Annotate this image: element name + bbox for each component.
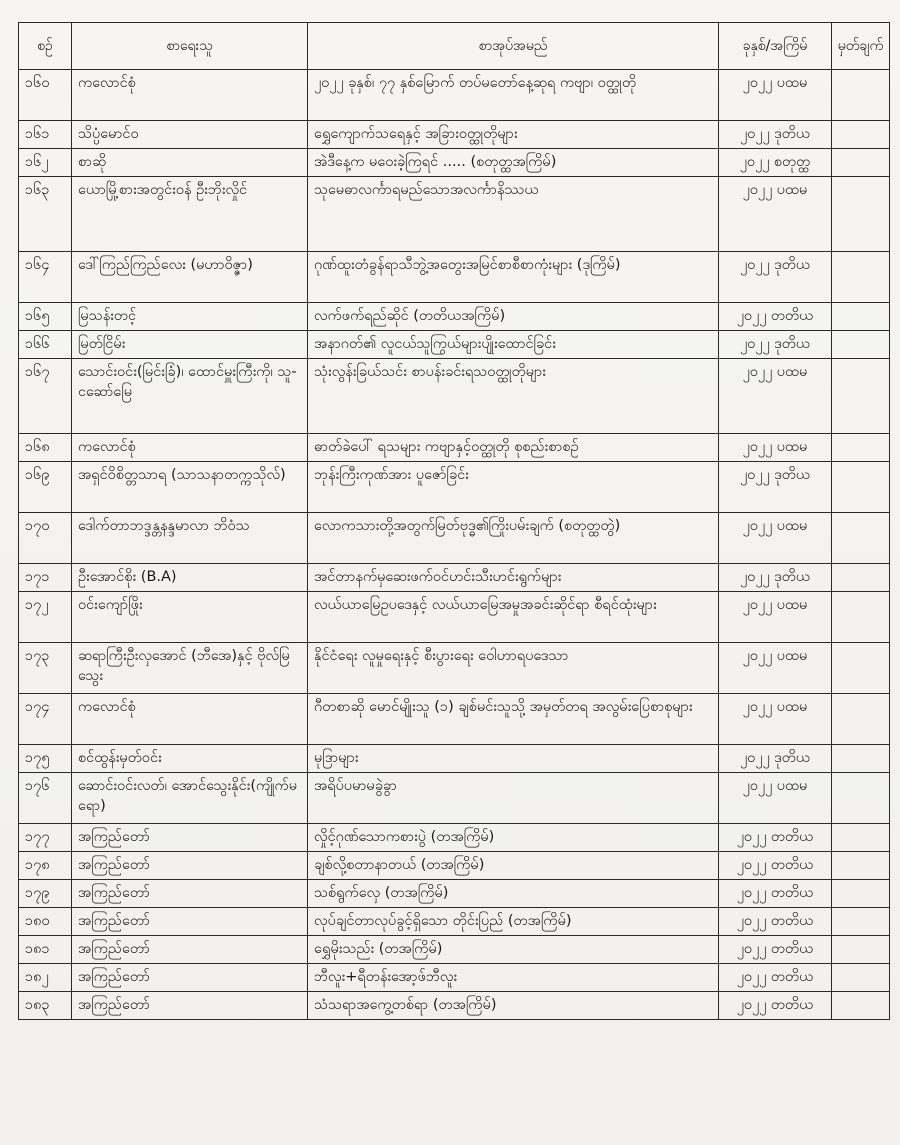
row-title: လှိုင့်ဂုဏ်သောကစားပွဲ (တအကြိမ်) bbox=[308, 824, 719, 852]
row-remark bbox=[832, 992, 890, 1020]
row-number: ၁၆၉ bbox=[19, 462, 72, 513]
row-edition: ၂၀၂၂ ပထမ bbox=[719, 513, 832, 564]
table-row bbox=[19, 964, 890, 992]
table-row bbox=[19, 252, 890, 303]
row-author: ယောမြို့စားအတွင်းဝန် ဦးဘိုးလှိုင် bbox=[72, 177, 308, 252]
row-remark bbox=[832, 773, 890, 824]
row-edition: ၂၀၂၂ ဒုတိယ bbox=[719, 252, 832, 303]
row-author: ဦးအောင်စိုး (B.A) bbox=[72, 564, 308, 592]
row-remark bbox=[832, 149, 890, 177]
table-row bbox=[19, 643, 890, 694]
row-author: ဆောင်းဝင်းလတ်၊ အောင်သွေးနိုင်း(ကျိုက်မရော) bbox=[72, 773, 308, 824]
row-number: ၁၇၅ bbox=[19, 745, 72, 773]
row-title: ချစ်လို့စတာနာတယ် (တအကြိမ်) bbox=[308, 852, 719, 880]
row-title: ဘုန်းကြီးကုဏ်အား ပူဇော်ခြင်း bbox=[308, 462, 719, 513]
table-row bbox=[19, 121, 890, 149]
table-row bbox=[19, 880, 890, 908]
row-edition: ၂၀၂၂ ဒုတိယ bbox=[719, 121, 832, 149]
row-edition: ၂၀၂၂ ဒုတိယ bbox=[719, 331, 832, 359]
table-row bbox=[19, 824, 890, 852]
row-remark bbox=[832, 303, 890, 331]
row-remark bbox=[832, 331, 890, 359]
row-number: ၁၈၃ bbox=[19, 992, 72, 1020]
row-author: အကြည်တော် bbox=[72, 852, 308, 880]
row-remark bbox=[832, 564, 890, 592]
row-number: ၁၆၂ bbox=[19, 149, 72, 177]
row-title: အဲဒီနေ့က မဝေးခဲ့ကြရင် ..... (စတုတ္ထအကြိမ်) bbox=[308, 149, 719, 177]
row-number: ၁၆၁ bbox=[19, 121, 72, 149]
row-remark bbox=[832, 880, 890, 908]
row-remark bbox=[832, 936, 890, 964]
row-title: ဘီလူး+ရီတန်းအော့ဖ်ဘီလူး bbox=[308, 964, 719, 992]
row-number: ၁၆၄ bbox=[19, 252, 72, 303]
row-number: ၁၇၃ bbox=[19, 643, 72, 694]
row-author: အရှင်ဝိစိတ္တသာရ (သာသနာတက္ကသိုလ်) bbox=[72, 462, 308, 513]
row-author: ကလောင်စုံ bbox=[72, 70, 308, 121]
row-title: ဂုဏ်ထူးတံခွန်ရာသီဘွဲ့အတွေးအမြင်စာစီစာကုံးများ (ဒုကြိမ်) bbox=[308, 252, 719, 303]
table-row bbox=[19, 434, 890, 462]
row-number: ၁၆၅ bbox=[19, 303, 72, 331]
row-edition: ၂၀၂၂ ပထမ bbox=[719, 773, 832, 824]
row-number: ၁၇၁ bbox=[19, 564, 72, 592]
row-edition: ၂၀၂၂ တတိယ bbox=[719, 880, 832, 908]
row-number: ၁၇၆ bbox=[19, 773, 72, 824]
row-edition: ၂၀၂၂ ဒုတိယ bbox=[719, 564, 832, 592]
row-edition: ၂၀၂၂ စတုတ္ထ bbox=[719, 149, 832, 177]
row-title: လက်ဖက်ရည်ဆိုင် (တတိယအကြိမ်) bbox=[308, 303, 719, 331]
row-edition: ၂၀၂၂ ဒုတိယ bbox=[719, 745, 832, 773]
row-author: ကလောင်စုံ bbox=[72, 434, 308, 462]
header-author: စာရေးသူ bbox=[72, 23, 308, 70]
row-title: ဓာတ်ခဲပေါ် ရသများ ကဗျာနှင့်ဝတ္ထုတို စုစည်းစာစဉ် bbox=[308, 434, 719, 462]
row-remark bbox=[832, 177, 890, 252]
header-edition: ခုနှစ်/အကြိမ် bbox=[719, 23, 832, 70]
table-row bbox=[19, 359, 890, 434]
header-no: စဉ် bbox=[19, 23, 72, 70]
row-remark bbox=[832, 745, 890, 773]
table-row bbox=[19, 149, 890, 177]
row-remark bbox=[832, 964, 890, 992]
row-number: ၁၇၉ bbox=[19, 880, 72, 908]
row-remark bbox=[832, 252, 890, 303]
row-edition: ၂၀၂၂ တတိယ bbox=[719, 992, 832, 1020]
row-number: ၁၆၀ bbox=[19, 70, 72, 121]
table-row bbox=[19, 592, 890, 643]
table-row bbox=[19, 694, 890, 745]
row-author: ဝင်းကျော်ဖြိုး bbox=[72, 592, 308, 643]
row-author: အကြည်တော် bbox=[72, 964, 308, 992]
row-title: မုဒြာများ bbox=[308, 745, 719, 773]
row-number: ၁၈၂ bbox=[19, 964, 72, 992]
row-number: ၁၆၈ bbox=[19, 434, 72, 462]
row-author: သောင်းဝင်း(မြင်းခြံ)၊ ထောင်မှူးကြီးကို၊ သူ-ငဆော်မြေ bbox=[72, 359, 308, 434]
row-remark bbox=[832, 852, 890, 880]
row-author: အကြည်တော် bbox=[72, 992, 308, 1020]
row-remark bbox=[832, 694, 890, 745]
row-author: ကလောင်စုံ bbox=[72, 694, 308, 745]
row-edition: ၂၀၂၂ ပထမ bbox=[719, 592, 832, 643]
row-number: ၁၇၇ bbox=[19, 824, 72, 852]
row-edition: ၂၀၂၂ ပထမ bbox=[719, 177, 832, 252]
row-number: ၁၇၀ bbox=[19, 513, 72, 564]
table-row bbox=[19, 773, 890, 824]
table-row bbox=[19, 852, 890, 880]
row-edition: ၂၀၂၂ တတိယ bbox=[719, 303, 832, 331]
row-edition: ၂၀၂၂ တတိယ bbox=[719, 936, 832, 964]
row-title: သစ်ရွက်လှေ (တအကြိမ်) bbox=[308, 880, 719, 908]
row-author: မြသန်းတင့် bbox=[72, 303, 308, 331]
row-edition: ၂၀၂၂ ပထမ bbox=[719, 359, 832, 434]
header-title: စာအုပ်အမည် bbox=[308, 23, 719, 70]
header-remark: မှတ်ချက် bbox=[832, 23, 890, 70]
row-author: အကြည်တော် bbox=[72, 824, 308, 852]
table-row bbox=[19, 745, 890, 773]
table-row bbox=[19, 303, 890, 331]
row-edition: ၂၀၂၂ ပထမ bbox=[719, 694, 832, 745]
row-author: သိပ္ပံမောင်ဝ bbox=[72, 121, 308, 149]
row-title: လယ်ယာမြေဥပဒေနှင့် လယ်ယာမြေအမှုအခင်းဆိုင်ရာ စီရင်ထုံးများ bbox=[308, 592, 719, 643]
row-author: ဒေါက်တာဘဒ္ဒန္တနန္ဒမာလာ ဘိဝံသ bbox=[72, 513, 308, 564]
row-remark bbox=[832, 70, 890, 121]
row-title: ရွှေကျောက်သရေနှင့် အခြားဝတ္ထုတိုများ bbox=[308, 121, 719, 149]
row-edition: ၂၀၂၂ တတိယ bbox=[719, 852, 832, 880]
row-remark bbox=[832, 513, 890, 564]
table-row bbox=[19, 462, 890, 513]
row-title: သုံးလွန်းခြယ်သင်း စာပန်းခင်းရသဝတ္ထုတိုများ bbox=[308, 359, 719, 434]
row-author: စင်ထွန်းမှတ်ဝင်း bbox=[72, 745, 308, 773]
row-remark bbox=[832, 359, 890, 434]
row-title: ရွှေမိုးသည်း (တအကြိမ်) bbox=[308, 936, 719, 964]
row-edition: ၂၀၂၂ တတိယ bbox=[719, 824, 832, 852]
row-number: ၁၇၂ bbox=[19, 592, 72, 643]
row-author: ဆရာကြီးဦးလှအောင် (ဘီအေ)နှင့် ဗိုလ်မြသွေး bbox=[72, 643, 308, 694]
row-title: အနာဂတ်၏ လူငယ်သူကြွယ်များပျိုးထောင်ခြင်း bbox=[308, 331, 719, 359]
row-number: ၁၈၁ bbox=[19, 936, 72, 964]
row-number: ၁၇၄ bbox=[19, 694, 72, 745]
row-title: လုပ်ချင်တာလုပ်ခွင့်ရှိသော တိုင်းပြည် (တအကြိမ်) bbox=[308, 908, 719, 936]
row-number: ၁၈၀ bbox=[19, 908, 72, 936]
row-remark bbox=[832, 592, 890, 643]
row-number: ၁၇၈ bbox=[19, 852, 72, 880]
table-row bbox=[19, 992, 890, 1020]
row-number: ၁၆၃ bbox=[19, 177, 72, 252]
row-remark bbox=[832, 908, 890, 936]
table-row bbox=[19, 564, 890, 592]
row-edition: ၂၀၂၂ တတိယ bbox=[719, 908, 832, 936]
table-row bbox=[19, 936, 890, 964]
row-title: အရိပ်ပမာမခွဲခွာ bbox=[308, 773, 719, 824]
row-remark bbox=[832, 643, 890, 694]
table-row bbox=[19, 331, 890, 359]
row-number: ၁၆၆ bbox=[19, 331, 72, 359]
row-author: စာဆို bbox=[72, 149, 308, 177]
row-edition: ၂၀၂၂ ဒုတိယ bbox=[719, 462, 832, 513]
table-row bbox=[19, 513, 890, 564]
table-row bbox=[19, 70, 890, 121]
row-title: နိုင်ငံရေး လူမှုရေးနှင့် စီးပွားရေး ဝေါဟာရပဒေသာ bbox=[308, 643, 719, 694]
table-row bbox=[19, 908, 890, 936]
row-title: လောကသားတို့အတွက်မြတ်ဗုဒ္ဓ၏ကြိုးပမ်းချက် (စတုတ္ထတွဲ) bbox=[308, 513, 719, 564]
row-edition: ၂၀၂၂ ပထမ bbox=[719, 434, 832, 462]
row-remark bbox=[832, 824, 890, 852]
row-title: သုမေဓာလင်္ကာရမည်သောအလင်္ကာနိဿယ bbox=[308, 177, 719, 252]
row-number: ၁၆၇ bbox=[19, 359, 72, 434]
row-author: ဒေါ်ကြည်ကြည်လေး (မဟာဝိဇ္ဇာ) bbox=[72, 252, 308, 303]
row-remark bbox=[832, 462, 890, 513]
table-row bbox=[19, 177, 890, 252]
row-author: မြတ်ငြိမ်း bbox=[72, 331, 308, 359]
row-author: အကြည်တော် bbox=[72, 908, 308, 936]
row-remark bbox=[832, 121, 890, 149]
row-edition: ၂၀၂၂ ပထမ bbox=[719, 643, 832, 694]
row-edition: ၂၀၂၂ ပထမ bbox=[719, 70, 832, 121]
row-author: အကြည်တော် bbox=[72, 880, 308, 908]
row-title: ဂီတစာဆို မောင်မျိုးသူ (၁) ချစ်မင်းသူသို့ အမှတ်တရ အလွမ်းပြေစာစုများ bbox=[308, 694, 719, 745]
header-row bbox=[19, 23, 890, 70]
row-title: အင်တာနက်မှဆေးဖက်ဝင်ဟင်းသီးဟင်းရွက်များ bbox=[308, 564, 719, 592]
book-list-table bbox=[18, 22, 890, 1020]
row-edition: ၂၀၂၂ တတိယ bbox=[719, 964, 832, 992]
row-author: အကြည်တော် bbox=[72, 936, 308, 964]
row-remark bbox=[832, 434, 890, 462]
row-title: ၂၀၂၂ ခုနှစ်၊ ၇၇ နှစ်မြောက် တပ်မတော်နေ့ဆုရ ကဗျာ၊ ဝတ္ထုတို bbox=[308, 70, 719, 121]
row-title: သံသရာအကွေ့တစ်ရာ (တအကြိမ်) bbox=[308, 992, 719, 1020]
